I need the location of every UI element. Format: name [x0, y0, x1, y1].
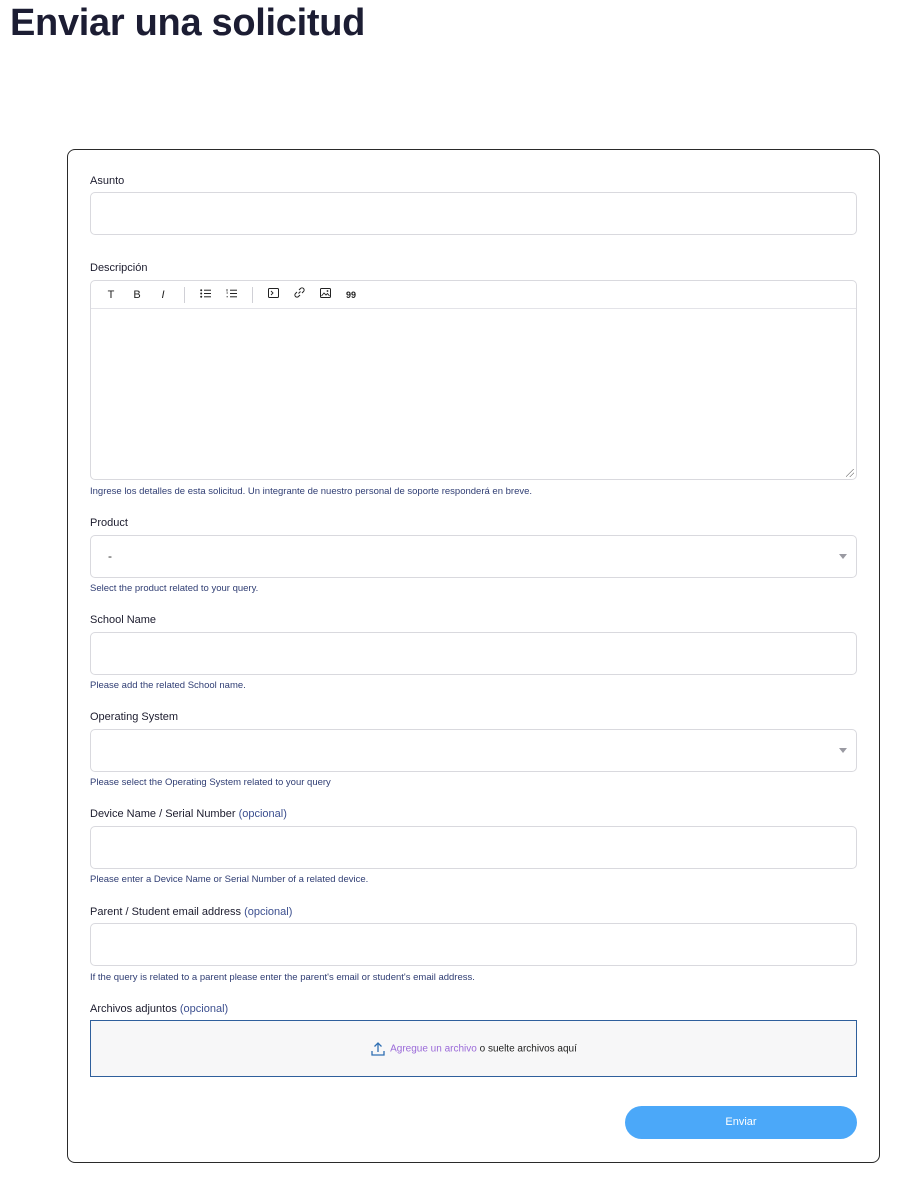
device-input[interactable]: [90, 826, 857, 869]
resize-handle[interactable]: [846, 469, 854, 477]
link-button[interactable]: [291, 287, 307, 303]
image-icon: [320, 288, 331, 298]
code-block-button[interactable]: [265, 287, 281, 303]
email-label: [90, 906, 292, 918]
italic-button[interactable]: I: [161, 289, 165, 301]
attachments-label: [90, 1003, 228, 1015]
description-label: Descripción: [90, 262, 148, 274]
request-form: [67, 149, 880, 1163]
subject-label: Asunto: [90, 175, 125, 187]
toolbar-divider: [184, 287, 185, 303]
dropdown-caret-icon: [839, 748, 847, 753]
operating-system-select[interactable]: [90, 729, 857, 772]
email-hint: If the query is related to a parent please enter the parent's email or student's email address.: [90, 972, 475, 983]
device-hint: Please enter a Device Name or Serial Number of a related device.: [90, 874, 369, 885]
quote-button[interactable]: 99: [345, 290, 356, 300]
dropdown-caret-icon: [839, 554, 847, 559]
file-dropzone[interactable]: [90, 1020, 857, 1077]
submit-button[interactable]: Enviar: [625, 1106, 857, 1139]
product-selected-value: -: [108, 549, 112, 563]
add-file-link[interactable]: Agregue un archivo: [390, 1043, 477, 1055]
school-name-hint: Please add the related School name.: [90, 680, 246, 691]
bullet-list-icon: [200, 289, 211, 298]
school-name-label: School Name: [90, 614, 157, 626]
school-name-input[interactable]: [90, 632, 857, 675]
operating-system-label: Operating System: [90, 711, 179, 723]
drop-files-text: o suelte archivos aquí: [479, 1043, 577, 1055]
product-select[interactable]: [90, 535, 857, 578]
image-button[interactable]: [317, 287, 333, 303]
email-label-text: Parent / Student email address: [90, 906, 242, 918]
optional-tag: (opcional): [179, 1003, 229, 1015]
email-input[interactable]: [90, 923, 857, 966]
text-format-button[interactable]: T: [107, 289, 115, 301]
description-editor[interactable]: [90, 280, 857, 480]
code-block-icon: [268, 288, 279, 298]
product-hint: Select the product related to your query.: [90, 583, 259, 594]
subject-input[interactable]: [90, 192, 857, 235]
device-label: [90, 808, 287, 820]
optional-tag: (opcional): [244, 906, 293, 918]
bold-button[interactable]: B: [133, 289, 141, 301]
product-label: Product: [90, 517, 128, 529]
bullet-list-button[interactable]: [197, 287, 213, 303]
optional-tag: (opcional): [238, 808, 287, 820]
editor-toolbar: [91, 281, 856, 309]
device-label-text: Device Name / Serial Number: [90, 808, 236, 820]
upload-icon: [370, 1041, 386, 1057]
dropzone-content: [91, 1041, 856, 1057]
link-icon: [294, 287, 305, 298]
operating-system-hint: Please select the Operating System related to your query: [90, 777, 331, 788]
description-hint: Ingrese los detalles de esta solicitud. Un integrante de nuestro personal de soporte responderá en breve.: [90, 486, 533, 497]
page-title: Enviar una solicitud: [10, 2, 366, 44]
numbered-list-button[interactable]: [223, 287, 239, 303]
attachments-label-text: Archivos adjuntos: [90, 1003, 177, 1015]
toolbar-divider: [252, 287, 253, 303]
numbered-list-icon: [226, 289, 237, 298]
